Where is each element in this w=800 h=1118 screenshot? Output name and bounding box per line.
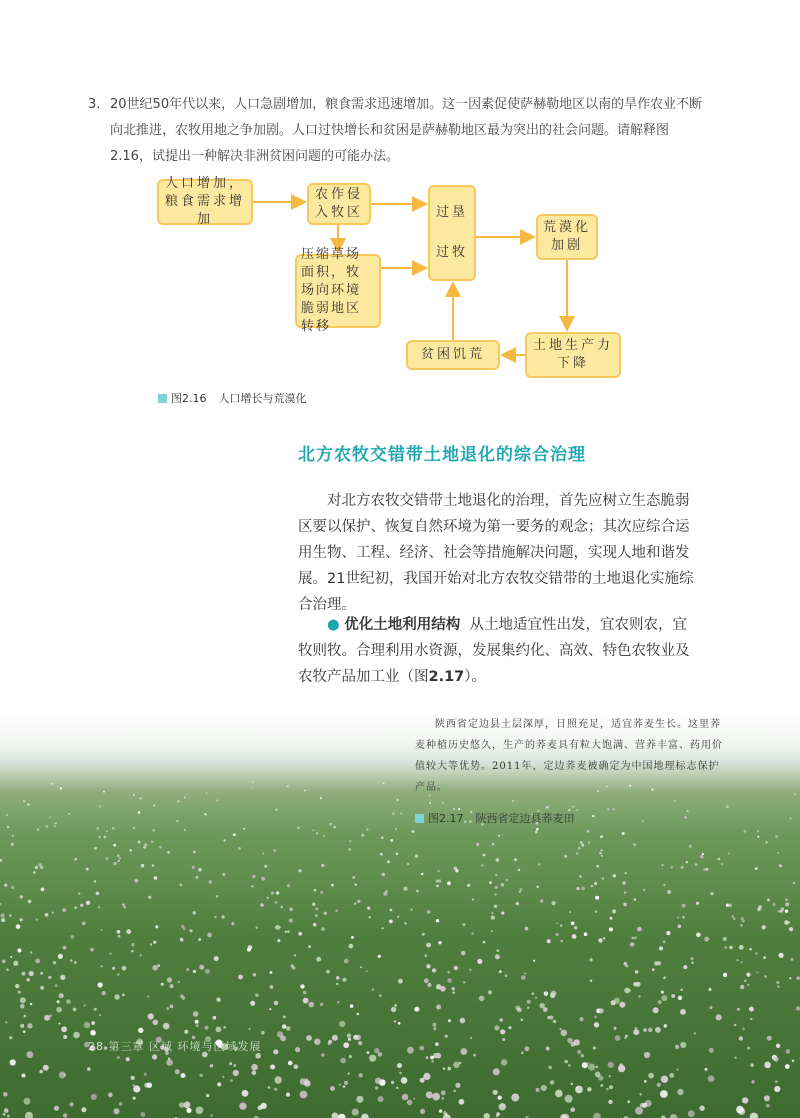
caption-label: 图2.17 bbox=[428, 812, 464, 825]
box-productivity-decline: 土地生产力下降 bbox=[525, 332, 621, 378]
box-poverty-famine: 贫困饥荒 bbox=[406, 340, 500, 370]
box-overcultivation-overgrazing bbox=[428, 185, 476, 281]
subheading: 优化土地利用结构 bbox=[344, 617, 461, 633]
box-overgrazing: 过牧 bbox=[435, 245, 468, 260]
paragraph-text: 从土地适宜性出发，宜农则农，宜牧则牧。合理利用水资源，发展集约化、高效、特色农牧业及农牧产品加工业（图 bbox=[298, 617, 690, 685]
question-text: 20世纪50年代以来，人口急剧增加，粮食需求迅速增加。这一因素促使萨赫勒地区以南的旱作农业不断向北推进，农牧用地之争加剧。人口过快增长和贫困是萨赫勒地区最为突出的社会问题。请解释图2.16，试提出一种解决非洲贫困问题的可能办法。 bbox=[110, 97, 703, 164]
page-footer: 28 第三章 区域 环境与区域发展 bbox=[88, 1040, 262, 1053]
question-3 bbox=[88, 92, 708, 170]
bullet-icon: ● bbox=[327, 617, 340, 633]
flow-diagram-arrows bbox=[0, 0, 800, 400]
figure-reference: 2.17 bbox=[428, 669, 465, 685]
box-population-increase: 人口增加，粮食需求增加 bbox=[157, 179, 253, 225]
caption-marker-icon bbox=[415, 814, 424, 823]
paragraph-end: ）。 bbox=[464, 669, 487, 685]
caption-label: 图2.16 bbox=[171, 392, 207, 405]
question-number: 3. bbox=[88, 97, 101, 112]
section-paragraph-2 bbox=[298, 612, 698, 690]
box-farming-into-pasture: 农作侵入牧区 bbox=[307, 183, 371, 225]
figure-caption-2-16 bbox=[158, 390, 307, 406]
section-paragraph-1: 对北方农牧交错带土地退化的治理，首先应树立生态脆弱区要以保护、恢复自然环境为第一要务的观念；其次应综合运用生物、工程、经济、社会等措施解决问题，实现人地和谐发展。21世纪初，我国开始对北方农牧交错带的土地退化实施综合治理。 bbox=[298, 493, 694, 613]
box-compress-grassland: 压缩草场面积，牧场向环境脆弱地区转移 bbox=[295, 254, 381, 328]
section-heading: 北方农牧交错带土地退化的综合治理 bbox=[298, 445, 586, 465]
photo-note: 陕西省定边县土层深厚，日照充足，适宜荞麦生长。这里荞麦种植历史悠久，生产的荞麦具有粒大饱满、营养丰富、药用价值较大等优势。2011年，定边荞麦被确定为中国地理标志保护产品。 bbox=[415, 719, 723, 793]
caption-text: 陕西省定边县荞麦田 bbox=[475, 812, 575, 825]
box-desertification: 荒漠化加剧 bbox=[536, 214, 598, 260]
box-overcultivation: 过垦 bbox=[435, 205, 468, 220]
caption-text: 人口增长与荒漠化 bbox=[218, 392, 307, 405]
figure-caption-2-17 bbox=[415, 810, 575, 826]
caption-marker-icon bbox=[158, 394, 167, 403]
